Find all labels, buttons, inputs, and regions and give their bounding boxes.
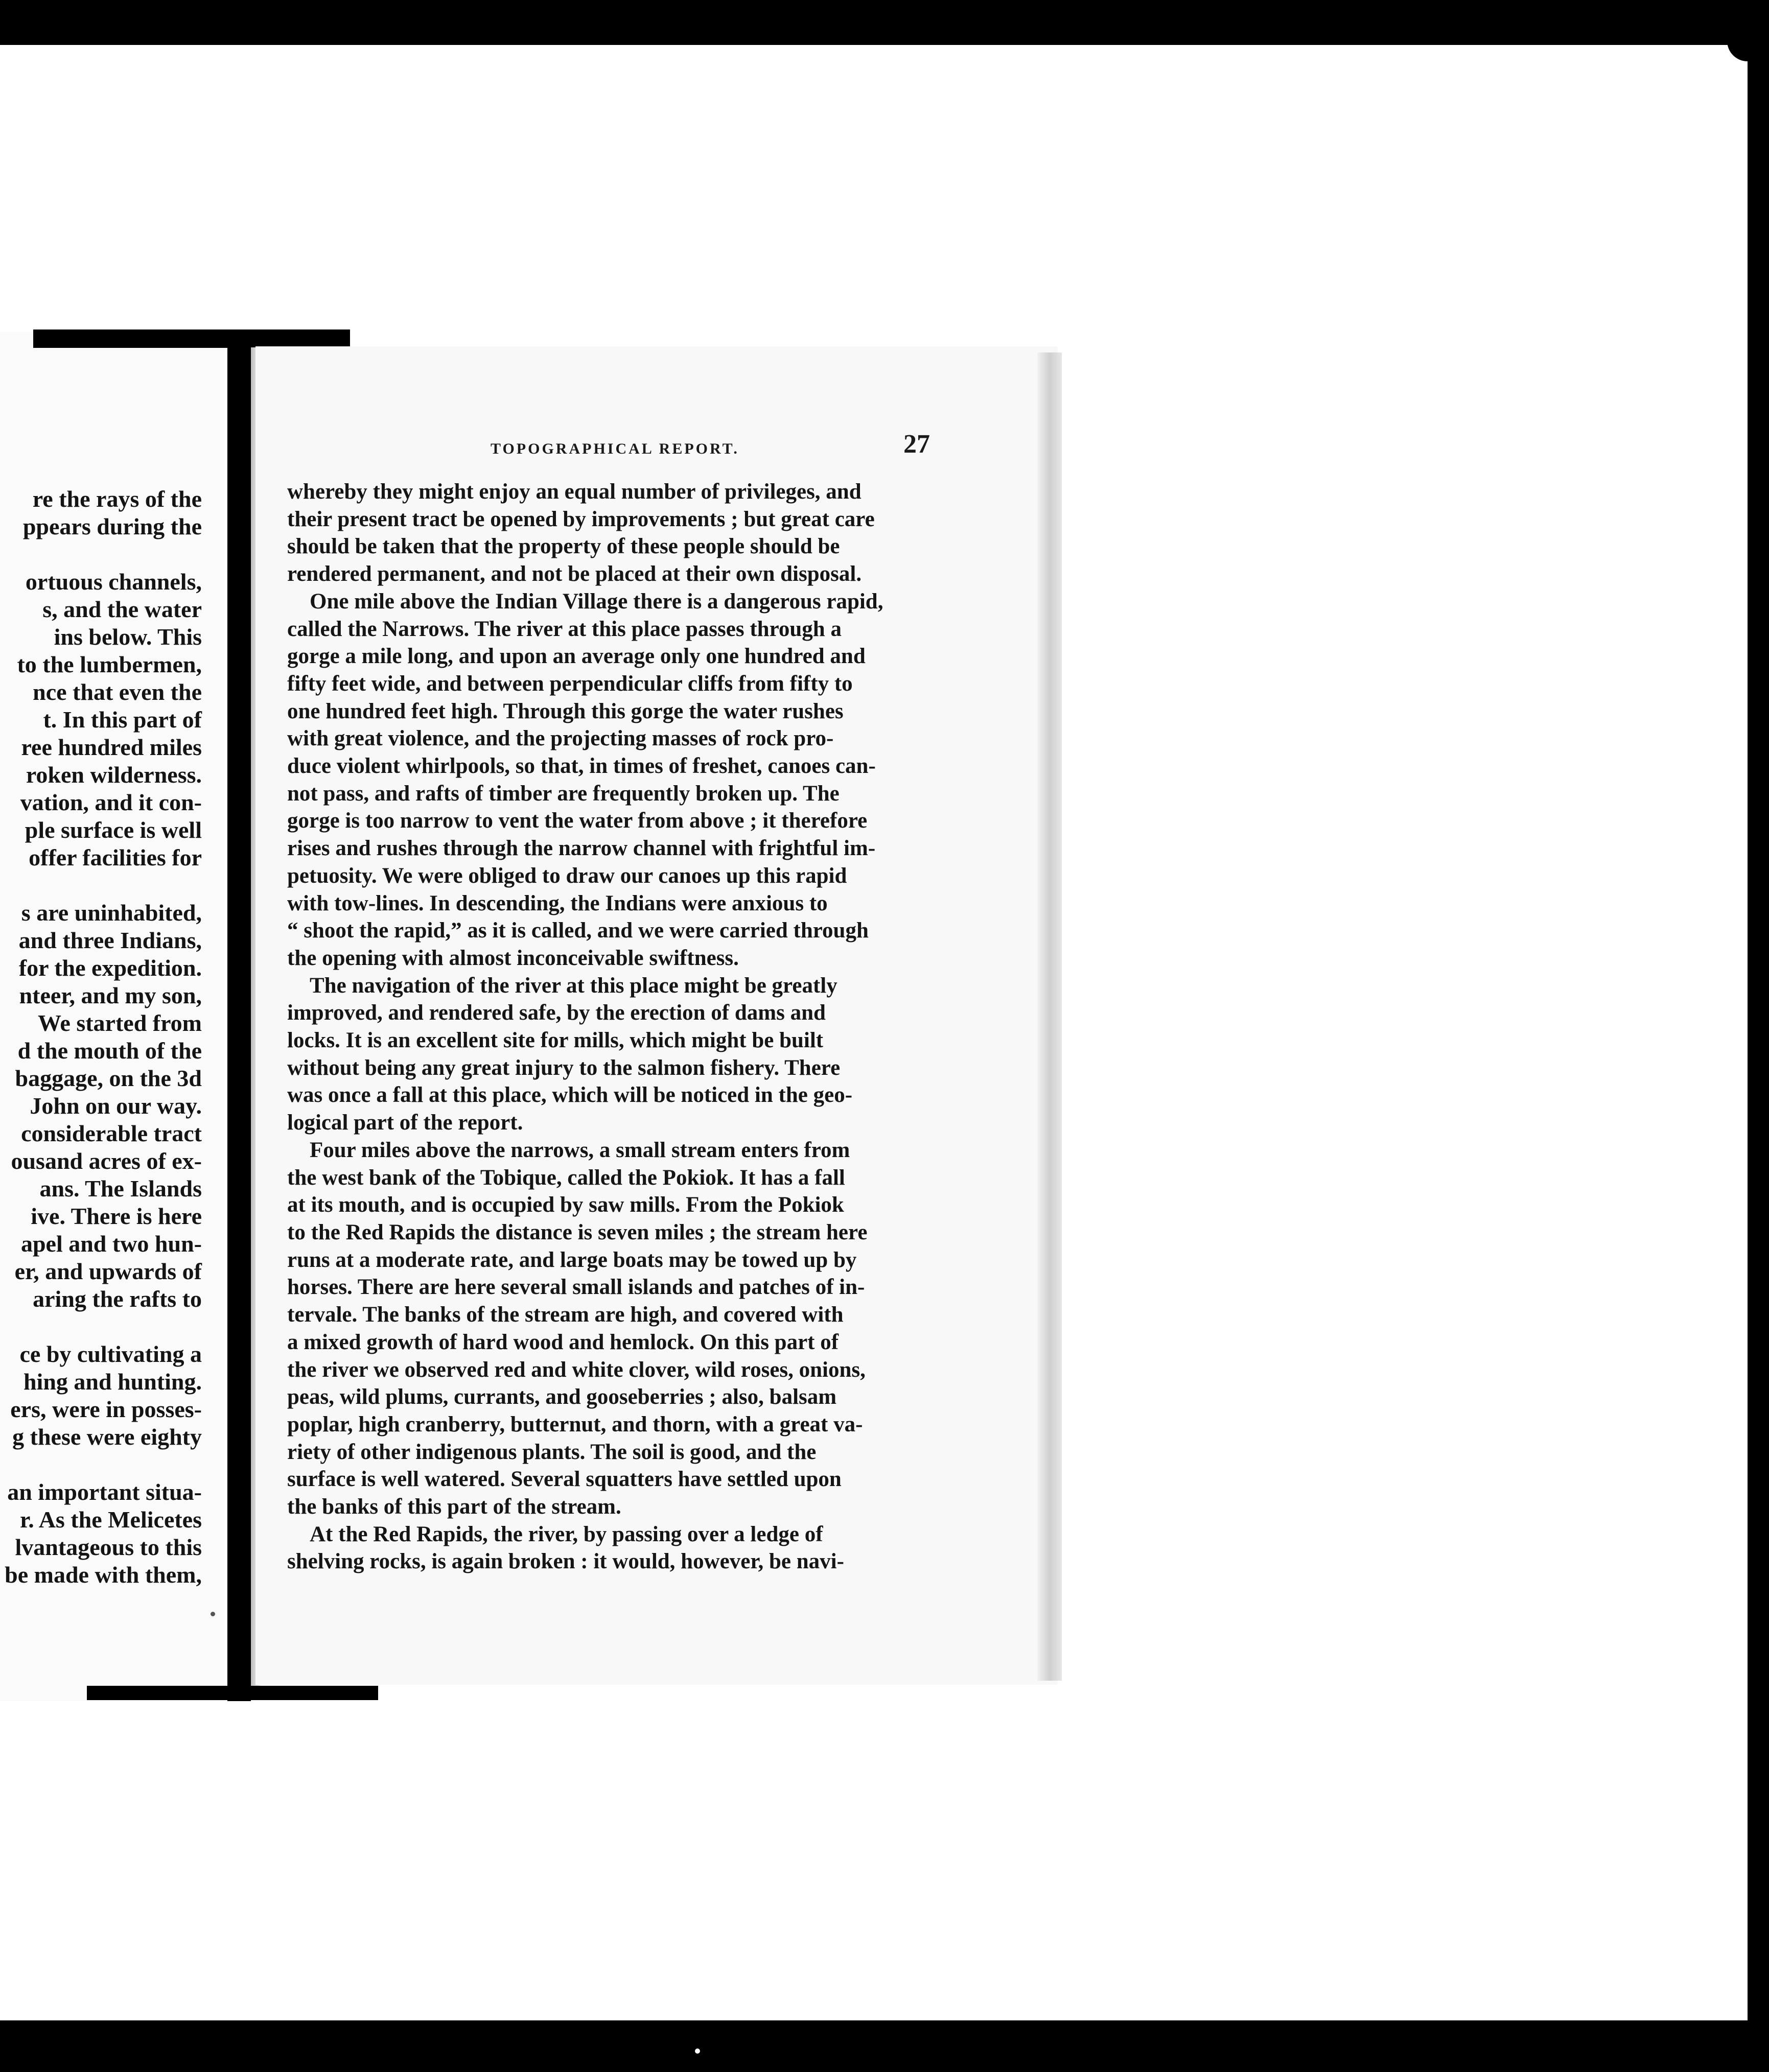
text-line: locks. It is an excellent site for mills, which might be built bbox=[287, 1028, 824, 1053]
text-line: not pass, and rafts of timber are frequently broken up. The bbox=[287, 781, 840, 806]
left-text-line: re the rays of the bbox=[32, 486, 202, 512]
text-line: peas, wild plums, currants, and gooseberries ; also, balsam bbox=[287, 1385, 837, 1409]
left-facing-page bbox=[0, 332, 225, 1701]
text-line: with great violence, and the projecting masses of rock pro- bbox=[287, 726, 834, 751]
text-line: the banks of this part of the stream. bbox=[287, 1495, 621, 1519]
left-text-line: to the lumbermen, bbox=[17, 651, 202, 677]
text-line: a mixed growth of hard wood and hemlock. On this part of bbox=[287, 1330, 839, 1354]
left-text-line: baggage, on the 3d bbox=[15, 1065, 202, 1091]
left-text-line: ple surface is well bbox=[25, 817, 202, 843]
text-line: horses. There are here several small islands and patches of in- bbox=[287, 1275, 865, 1300]
left-text-line: considerable tract bbox=[21, 1120, 202, 1146]
text-line: their present tract be opened by improvements ; but great care bbox=[287, 507, 875, 531]
text-line: shelving rocks, is again broken : it would, however, be navi- bbox=[287, 1549, 844, 1574]
left-text-line: er, and upwards of bbox=[14, 1258, 202, 1284]
text-line: without being any great injury to the salmon fishery. There bbox=[287, 1055, 841, 1080]
text-line: to the Red Rapids the distance is seven miles ; the stream here bbox=[287, 1220, 868, 1244]
left-text-line: offer facilities for bbox=[29, 844, 202, 870]
text-line: should be taken that the property of these people should be bbox=[287, 534, 840, 559]
left-text-line: t. In this part of bbox=[43, 707, 202, 733]
left-text-line: be made with them, bbox=[5, 1562, 202, 1588]
left-text-line: d the mouth of the bbox=[17, 1038, 202, 1064]
text-line: one hundred feet high. Through this gorge the water rushes bbox=[287, 699, 844, 723]
page-edge bbox=[1037, 352, 1062, 1681]
left-text-line: ers, were in posses- bbox=[10, 1396, 202, 1422]
text-line: was once a fall at this place, which will be noticed in the geo- bbox=[287, 1083, 853, 1108]
text-line: “ shoot the rapid,” as it is called, and we were carried through bbox=[287, 919, 869, 943]
left-text-line: ive. There is here bbox=[31, 1203, 202, 1229]
left-text-line bbox=[0, 1451, 202, 1478]
running-head: TOPOGRAPHICAL REPORT. bbox=[491, 440, 739, 457]
text-line: riety of other indigenous plants. The soil is good, and the bbox=[287, 1440, 817, 1464]
left-text-line: We started from bbox=[37, 1010, 202, 1036]
text-line: duce violent whirlpools, so that, in times of freshet, canoes can- bbox=[287, 754, 876, 779]
text-line: logical part of the report. bbox=[287, 1111, 523, 1135]
text-line: One mile above the Indian Village there is a dangerous rapid, bbox=[310, 589, 883, 614]
left-text-line: lvantageous to this bbox=[15, 1534, 202, 1560]
text-line: called the Narrows. The river at this place passes through a bbox=[287, 617, 842, 641]
text-line: gorge is too narrow to vent the water from above ; it therefore bbox=[287, 809, 868, 833]
left-page-text bbox=[0, 485, 202, 1589]
left-text-line: nteer, and my son, bbox=[19, 982, 202, 1008]
left-text-line: ce by cultivating a bbox=[19, 1341, 202, 1367]
left-text-line: s are uninhabited, bbox=[21, 900, 202, 926]
text-line: the opening with almost inconceivable swiftness. bbox=[287, 946, 739, 970]
left-text-line: ousand acres of ex- bbox=[11, 1148, 202, 1174]
left-text-line: s, and the water bbox=[42, 596, 202, 622]
text-line: tervale. The banks of the stream are high, and covered with bbox=[287, 1303, 844, 1327]
text-line: the west bank of the Tobique, called the Pokiok. It has a fall bbox=[287, 1165, 845, 1190]
text-line: At the Red Rapids, the river, by passing over a ledge of bbox=[310, 1522, 823, 1546]
book-gutter bbox=[227, 337, 251, 1701]
text-line: Four miles above the narrows, a small stream enters from bbox=[310, 1138, 850, 1162]
page-number: 27 bbox=[903, 430, 930, 459]
left-text-line: ins below. This bbox=[54, 624, 202, 650]
left-text-line: ortuous channels, bbox=[25, 569, 202, 595]
text-line: with tow-lines. In descending, the Indians were anxious to bbox=[287, 891, 828, 915]
left-text-line: vation, and it con- bbox=[20, 789, 202, 815]
left-text-line: and three Indians, bbox=[18, 927, 202, 953]
scan-speck bbox=[211, 1612, 215, 1616]
left-text-line: ans. The Islands bbox=[39, 1175, 202, 1202]
body-text bbox=[287, 478, 936, 1575]
text-line: fifty feet wide, and between perpendicular cliffs from fifty to bbox=[287, 671, 853, 696]
text-line: rises and rushes through the narrow channel with frightful im- bbox=[287, 836, 876, 861]
left-text-line: ppears during the bbox=[22, 513, 202, 539]
left-text-line: apel and two hun- bbox=[20, 1231, 202, 1257]
text-line: surface is well watered. Several squatters have settled upon bbox=[287, 1467, 842, 1492]
left-text-line bbox=[0, 540, 202, 568]
left-text-line: aring the rafts to bbox=[33, 1286, 202, 1312]
left-text-line: John on our way. bbox=[30, 1093, 202, 1119]
left-text-line: g these were eighty bbox=[12, 1424, 202, 1450]
text-line: The navigation of the river at this place might be greatly bbox=[310, 973, 837, 998]
text-line: whereby they might enjoy an equal number of privileges, and bbox=[287, 480, 862, 504]
left-text-line: nce that even the bbox=[33, 679, 202, 705]
left-page-top-edge bbox=[33, 329, 350, 348]
scan-frame-right bbox=[1748, 0, 1769, 2072]
text-line: gorge a mile long, and upon an average only one hundred and bbox=[287, 644, 866, 669]
left-text-line: hing and hunting. bbox=[23, 1369, 202, 1395]
text-line: runs at a moderate rate, and large boats may be towed up by bbox=[287, 1247, 857, 1272]
text-line: at its mouth, and is occupied by saw mills. From the Pokiok bbox=[287, 1193, 844, 1217]
left-text-line bbox=[0, 1313, 202, 1340]
text-line: poplar, high cranberry, butternut, and thorn, with a great va- bbox=[287, 1412, 863, 1437]
text-line: rendered permanent, and not be placed at their own disposal. bbox=[287, 562, 862, 586]
scan-frame-top bbox=[0, 0, 1769, 45]
text-line: the river we observed red and white clover, wild roses, onions, bbox=[287, 1357, 866, 1382]
text-line: improved, and rendered safe, by the erection of dams and bbox=[287, 1001, 826, 1025]
left-text-line bbox=[0, 872, 202, 899]
left-text-line: roken wilderness. bbox=[26, 762, 202, 788]
left-text-line: r. As the Melicetes bbox=[20, 1506, 202, 1533]
scan-speck bbox=[695, 2049, 700, 2054]
scan-frame-bottom bbox=[0, 2020, 1769, 2072]
left-text-line: for the expedition. bbox=[18, 955, 202, 981]
left-text-line: an important situa- bbox=[7, 1479, 202, 1505]
left-text-line: ree hundred miles bbox=[21, 734, 202, 760]
text-line: petuosity. We were obliged to draw our canoes up this rapid bbox=[287, 863, 847, 888]
